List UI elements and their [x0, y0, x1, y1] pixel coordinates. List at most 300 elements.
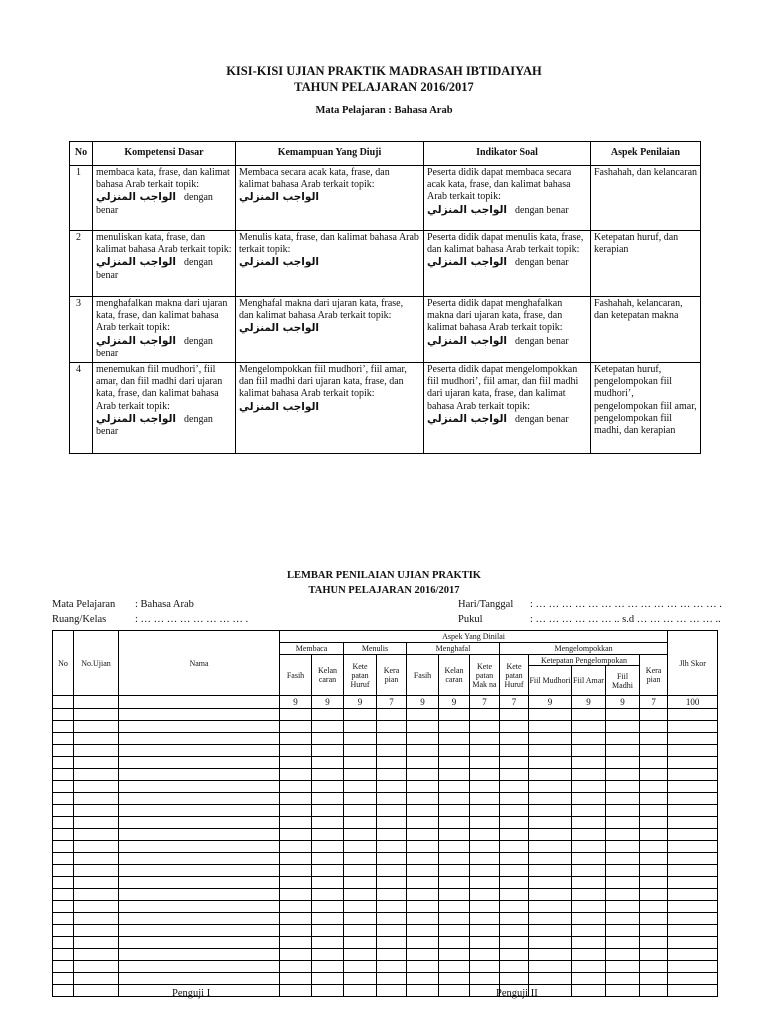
entry-cell	[74, 709, 119, 721]
entry-cell	[377, 733, 407, 745]
entry-cell	[377, 853, 407, 865]
entry-cell	[529, 817, 572, 829]
student-entry-row	[53, 793, 718, 805]
entry-cell	[606, 937, 640, 949]
entry-cell	[606, 985, 640, 997]
entry-cell	[640, 721, 668, 733]
entry-cell	[74, 793, 119, 805]
entry-cell	[74, 913, 119, 925]
entry-cell	[606, 817, 640, 829]
entry-cell	[470, 829, 500, 841]
dengan-benar-text: dengan benar	[515, 204, 569, 216]
entry-cell	[119, 949, 280, 961]
arabic-topic: الواجب المنزلي	[96, 191, 177, 204]
entry-cell	[407, 709, 439, 721]
entry-cell	[312, 865, 344, 877]
entry-cell	[280, 817, 312, 829]
kisi-row-indikator	[424, 231, 591, 297]
entry-cell	[119, 865, 280, 877]
entry-cell	[407, 901, 439, 913]
entry-cell	[53, 901, 74, 913]
penilaian-table	[52, 630, 718, 997]
kisi-row-kemampuan	[236, 363, 424, 454]
max-score: 9	[344, 696, 377, 709]
entry-cell	[119, 721, 280, 733]
entry-cell	[470, 757, 500, 769]
kisi-col-kemampuan: Kemampuan Yang Diuji	[236, 142, 424, 166]
entry-cell	[312, 781, 344, 793]
grid-col-no: No	[53, 631, 74, 696]
entry-cell	[344, 817, 377, 829]
arabic-topic: الواجب المنزلي	[239, 322, 320, 335]
arabic-topic: الواجب المنزلي	[96, 256, 177, 269]
entry-cell	[74, 829, 119, 841]
entry-cell	[312, 841, 344, 853]
student-entry-row	[53, 829, 718, 841]
entry-cell	[344, 913, 377, 925]
entry-cell	[668, 877, 718, 889]
entry-cell	[668, 913, 718, 925]
sub-kelancaran: Kelan caran	[439, 655, 470, 696]
kisi-header-row	[70, 142, 701, 166]
entry-cell	[407, 805, 439, 817]
pukul-label: Pukul	[458, 614, 483, 625]
entry-cell	[119, 841, 280, 853]
entry-cell	[439, 805, 470, 817]
entry-cell	[280, 769, 312, 781]
entry-cell	[606, 745, 640, 757]
entry-cell	[640, 949, 668, 961]
entry-cell	[439, 973, 470, 985]
entry-cell	[529, 829, 572, 841]
entry-cell	[572, 817, 606, 829]
entry-cell	[606, 733, 640, 745]
entry-cell	[377, 805, 407, 817]
kemampuan-text: Membaca secara acak kata, frase, dan kalimat bahasa Arab terkait topik:	[239, 167, 390, 191]
student-entry-row	[53, 961, 718, 973]
entry-cell	[74, 757, 119, 769]
entry-cell	[280, 781, 312, 793]
entry-cell	[53, 841, 74, 853]
entry-cell	[640, 793, 668, 805]
entry-cell	[529, 865, 572, 877]
group-menulis: Menulis	[344, 643, 407, 655]
entry-cell	[500, 757, 529, 769]
entry-cell	[668, 961, 718, 973]
entry-cell	[74, 769, 119, 781]
entry-cell	[312, 961, 344, 973]
entry-cell	[439, 877, 470, 889]
entry-cell	[500, 961, 529, 973]
student-entry-row	[53, 913, 718, 925]
entry-cell	[470, 793, 500, 805]
entry-cell	[470, 913, 500, 925]
kd-text: menuliskan kata, frase, dan kalimat bahasa Arab terkait topik:	[96, 232, 232, 256]
entry-cell	[500, 721, 529, 733]
entry-cell	[470, 721, 500, 733]
entry-cell	[572, 745, 606, 757]
entry-cell	[439, 781, 470, 793]
entry-cell	[344, 853, 377, 865]
sub-fiil-amar: Fiil Amar	[572, 666, 606, 696]
entry-cell	[572, 865, 606, 877]
entry-cell	[470, 769, 500, 781]
entry-cell	[668, 973, 718, 985]
student-entry-row	[53, 757, 718, 769]
entry-cell	[119, 853, 280, 865]
entry-cell	[668, 733, 718, 745]
entry-cell	[439, 949, 470, 961]
entry-cell	[377, 721, 407, 733]
entry-cell	[640, 961, 668, 973]
entry-cell	[74, 733, 119, 745]
benar-text: benar	[96, 347, 119, 359]
kd-text: menemukan fiil mudhori’, fiil amar, dan fiil madhi dari ujaran kata, frase, dan kalimat bahasa Arab terkait topik:	[96, 364, 223, 412]
indikator-text: Peserta didik dapat menulis kata, frase, dan kalimat bahasa Arab terkait topik:	[427, 232, 584, 256]
kisi-row-kd	[93, 231, 236, 297]
entry-cell	[377, 769, 407, 781]
student-entry-row	[53, 985, 718, 997]
entry-cell	[529, 745, 572, 757]
entry-cell	[470, 781, 500, 793]
entry-cell	[470, 973, 500, 985]
document-title: KISI-KISI UJIAN PRAKTIK MADRASAH IBTIDAIYAH	[226, 64, 542, 78]
entry-cell	[377, 745, 407, 757]
entry-cell	[407, 757, 439, 769]
entry-cell	[280, 889, 312, 901]
student-entry-row	[53, 937, 718, 949]
entry-cell	[606, 805, 640, 817]
entry-cell	[529, 709, 572, 721]
grid-col-nama: Nama	[119, 631, 280, 696]
entry-cell	[280, 745, 312, 757]
document-year: TAHUN PELAJARAN 2016/2017	[294, 80, 474, 94]
entry-cell	[572, 781, 606, 793]
entry-cell	[280, 865, 312, 877]
entry-cell	[312, 817, 344, 829]
entry-cell	[500, 937, 529, 949]
entry-cell	[640, 805, 668, 817]
entry-cell	[470, 841, 500, 853]
entry-cell	[529, 973, 572, 985]
entry-cell	[668, 817, 718, 829]
entry-cell	[640, 853, 668, 865]
student-entry-row	[53, 817, 718, 829]
entry-cell	[344, 745, 377, 757]
entry-cell	[439, 745, 470, 757]
kisi-row-kd	[93, 297, 236, 363]
entry-cell	[344, 829, 377, 841]
entry-cell	[407, 793, 439, 805]
entry-cell	[344, 949, 377, 961]
entry-cell	[53, 961, 74, 973]
entry-cell	[280, 949, 312, 961]
entry-cell	[606, 841, 640, 853]
entry-cell	[572, 937, 606, 949]
max-score: 9	[606, 696, 640, 709]
entry-cell	[529, 901, 572, 913]
entry-cell	[119, 973, 280, 985]
entry-cell	[606, 901, 640, 913]
entry-cell	[119, 781, 280, 793]
kisi-row-kemampuan	[236, 166, 424, 231]
max-score: 9	[439, 696, 470, 709]
dengan-benar-text: dengan benar	[515, 335, 569, 347]
entry-cell	[606, 913, 640, 925]
sub-fiil-mudhori: Fiil Mudhori	[529, 666, 572, 696]
max-score: 7	[377, 696, 407, 709]
entry-cell	[529, 889, 572, 901]
entry-cell	[668, 841, 718, 853]
arabic-topic: الواجب المنزلي	[427, 412, 508, 425]
kisi-row	[70, 297, 701, 363]
entry-cell	[606, 757, 640, 769]
kisi-row	[70, 231, 701, 297]
entry-cell	[312, 853, 344, 865]
entry-cell	[344, 709, 377, 721]
entry-cell	[74, 745, 119, 757]
entry-cell	[439, 733, 470, 745]
entry-cell	[640, 901, 668, 913]
student-entry-row	[53, 853, 718, 865]
entry-cell	[500, 853, 529, 865]
entry-cell	[344, 985, 377, 997]
entry-cell	[470, 889, 500, 901]
kisi-row-kd	[93, 363, 236, 454]
kisi-col-aspek: Aspek Penilaian	[591, 142, 701, 166]
entry-cell	[500, 877, 529, 889]
student-entry-row	[53, 745, 718, 757]
entry-cell	[572, 709, 606, 721]
entry-cell	[119, 805, 280, 817]
entry-cell	[312, 709, 344, 721]
student-entry-row	[53, 865, 718, 877]
mapel-value: : Bahasa Arab	[135, 599, 194, 610]
student-entry-row	[53, 781, 718, 793]
entry-cell	[74, 877, 119, 889]
entry-cell	[640, 841, 668, 853]
entry-cell	[500, 901, 529, 913]
entry-cell	[572, 841, 606, 853]
kisi-row-kemampuan	[236, 231, 424, 297]
entry-cell	[470, 709, 500, 721]
entry-cell	[74, 781, 119, 793]
entry-cell	[344, 937, 377, 949]
kd-text: membaca kata, frase, dan kalimat bahasa Arab terkait topik:	[96, 167, 230, 191]
kisi-col-kd: Kompetensi Dasar	[93, 142, 236, 166]
entry-cell	[606, 877, 640, 889]
entry-cell	[668, 949, 718, 961]
entry-cell	[53, 769, 74, 781]
student-entry-row	[53, 733, 718, 745]
entry-cell	[439, 709, 470, 721]
entry-cell	[668, 865, 718, 877]
entry-cell	[668, 829, 718, 841]
entry-cell	[53, 745, 74, 757]
arabic-topic: الواجب المنزلي	[96, 334, 177, 347]
entry-cell	[344, 865, 377, 877]
entry-cell	[529, 757, 572, 769]
entry-cell	[312, 793, 344, 805]
sub-kelancaran: Kelan caran	[312, 655, 344, 696]
entry-cell	[119, 817, 280, 829]
kisi-row	[70, 363, 701, 454]
entry-cell	[529, 877, 572, 889]
entry-cell	[53, 877, 74, 889]
entry-cell	[470, 877, 500, 889]
entry-cell	[439, 865, 470, 877]
entry-cell	[668, 769, 718, 781]
entry-cell	[344, 757, 377, 769]
entry-cell	[439, 901, 470, 913]
entry-cell	[53, 925, 74, 937]
entry-cell	[53, 865, 74, 877]
entry-cell	[470, 817, 500, 829]
entry-cell	[312, 985, 344, 997]
entry-cell	[407, 985, 439, 997]
entry-cell	[74, 937, 119, 949]
ruang-value: : … … … … … … … … .	[135, 614, 249, 625]
entry-cell	[640, 889, 668, 901]
entry-cell	[119, 901, 280, 913]
entry-cell	[280, 721, 312, 733]
entry-cell	[407, 733, 439, 745]
entry-cell	[529, 937, 572, 949]
max-score: 9	[280, 696, 312, 709]
entry-cell	[280, 937, 312, 949]
entry-cell	[74, 961, 119, 973]
kemampuan-text: Mengelompokkan fiil mudhori’, fiil amar, dan fiil madhi dari ujaran kata, frase, dan kalimat bahasa Arab terkait topik:	[239, 364, 407, 400]
dengan-text: dengan	[184, 192, 213, 204]
entry-cell	[668, 745, 718, 757]
entry-cell	[606, 865, 640, 877]
entry-cell	[119, 709, 280, 721]
entry-cell	[640, 781, 668, 793]
entry-cell	[606, 769, 640, 781]
entry-cell	[572, 949, 606, 961]
entry-cell	[439, 889, 470, 901]
entry-cell	[312, 937, 344, 949]
entry-cell	[439, 841, 470, 853]
entry-cell	[280, 961, 312, 973]
entry-cell	[500, 805, 529, 817]
entry-cell	[572, 853, 606, 865]
score-cell-empty	[74, 696, 119, 709]
entry-cell	[119, 913, 280, 925]
kd-text: menghafalkan makna dari ujaran kata, frase, dan kalimat bahasa Arab terkait topik:	[96, 298, 228, 334]
entry-cell	[407, 817, 439, 829]
score-cell-empty	[119, 696, 280, 709]
entry-cell	[572, 925, 606, 937]
entry-cell	[344, 841, 377, 853]
entry-cell	[74, 853, 119, 865]
entry-cell	[74, 901, 119, 913]
entry-cell	[500, 817, 529, 829]
group-menghafal: Menghafal	[407, 643, 500, 655]
entry-cell	[572, 757, 606, 769]
entry-cell	[407, 937, 439, 949]
entry-cell	[500, 769, 529, 781]
dengan-text: dengan	[184, 335, 213, 347]
entry-cell	[407, 769, 439, 781]
entry-cell	[640, 937, 668, 949]
entry-cell	[280, 925, 312, 937]
entry-cell	[74, 841, 119, 853]
hari-label: Hari/Tanggal	[458, 599, 514, 610]
grid-aspek-header: Aspek Yang Dinilai	[280, 631, 668, 643]
entry-cell	[377, 781, 407, 793]
arabic-topic: الواجب المنزلي	[427, 256, 508, 269]
entry-cell	[377, 925, 407, 937]
entry-cell	[572, 793, 606, 805]
entry-cell	[529, 961, 572, 973]
entry-cell	[439, 757, 470, 769]
entry-cell	[377, 829, 407, 841]
entry-cell	[500, 733, 529, 745]
entry-cell	[312, 805, 344, 817]
entry-cell	[53, 985, 74, 997]
group-mengelompokkan: Mengelompokkan	[500, 643, 668, 655]
entry-cell	[668, 757, 718, 769]
penguji-2-label: Penguji II	[496, 988, 538, 999]
entry-cell	[606, 829, 640, 841]
sub-kerapian: Kera pian	[640, 655, 668, 696]
entry-cell	[377, 937, 407, 949]
grid-header-row	[53, 631, 718, 643]
entry-cell	[344, 901, 377, 913]
entry-cell	[640, 913, 668, 925]
indikator-text: Peserta didik dapat mengelompokkan fiil mudhori’, fiil amar, dan fiil madhi dari ujaran kata, frase, dan kalimat bahasa Arab terkait topik:	[427, 364, 579, 412]
kemampuan-text: Menghafal makna dari ujaran kata, frase, dan kalimat bahasa Arab terkait topik:	[239, 298, 404, 322]
kisi-table	[69, 141, 701, 454]
student-entry-row	[53, 949, 718, 961]
entry-cell	[606, 889, 640, 901]
entry-cell	[500, 925, 529, 937]
entry-cell	[53, 805, 74, 817]
entry-cell	[53, 721, 74, 733]
entry-cell	[529, 781, 572, 793]
entry-cell	[572, 913, 606, 925]
student-entry-row	[53, 721, 718, 733]
entry-cell	[439, 721, 470, 733]
document-subject: Mata Pelajaran : Bahasa Arab	[315, 105, 453, 116]
entry-cell	[312, 973, 344, 985]
lembar-title: LEMBAR PENILAIAN UJIAN PRAKTIK	[287, 570, 481, 581]
entry-cell	[529, 733, 572, 745]
entry-cell	[53, 793, 74, 805]
entry-cell	[407, 925, 439, 937]
sub-fasih: Fasih	[280, 655, 312, 696]
student-entry-row	[53, 841, 718, 853]
entry-cell	[119, 733, 280, 745]
entry-cell	[640, 985, 668, 997]
entry-cell	[439, 913, 470, 925]
entry-cell	[280, 913, 312, 925]
entry-cell	[74, 817, 119, 829]
entry-cell	[606, 721, 640, 733]
entry-cell	[344, 877, 377, 889]
student-entry-row	[53, 901, 718, 913]
entry-cell	[377, 961, 407, 973]
entry-cell	[529, 769, 572, 781]
entry-cell	[668, 853, 718, 865]
entry-cell	[500, 913, 529, 925]
entry-cell	[529, 913, 572, 925]
entry-cell	[407, 865, 439, 877]
entry-cell	[119, 961, 280, 973]
entry-cell	[119, 925, 280, 937]
entry-cell	[280, 985, 312, 997]
